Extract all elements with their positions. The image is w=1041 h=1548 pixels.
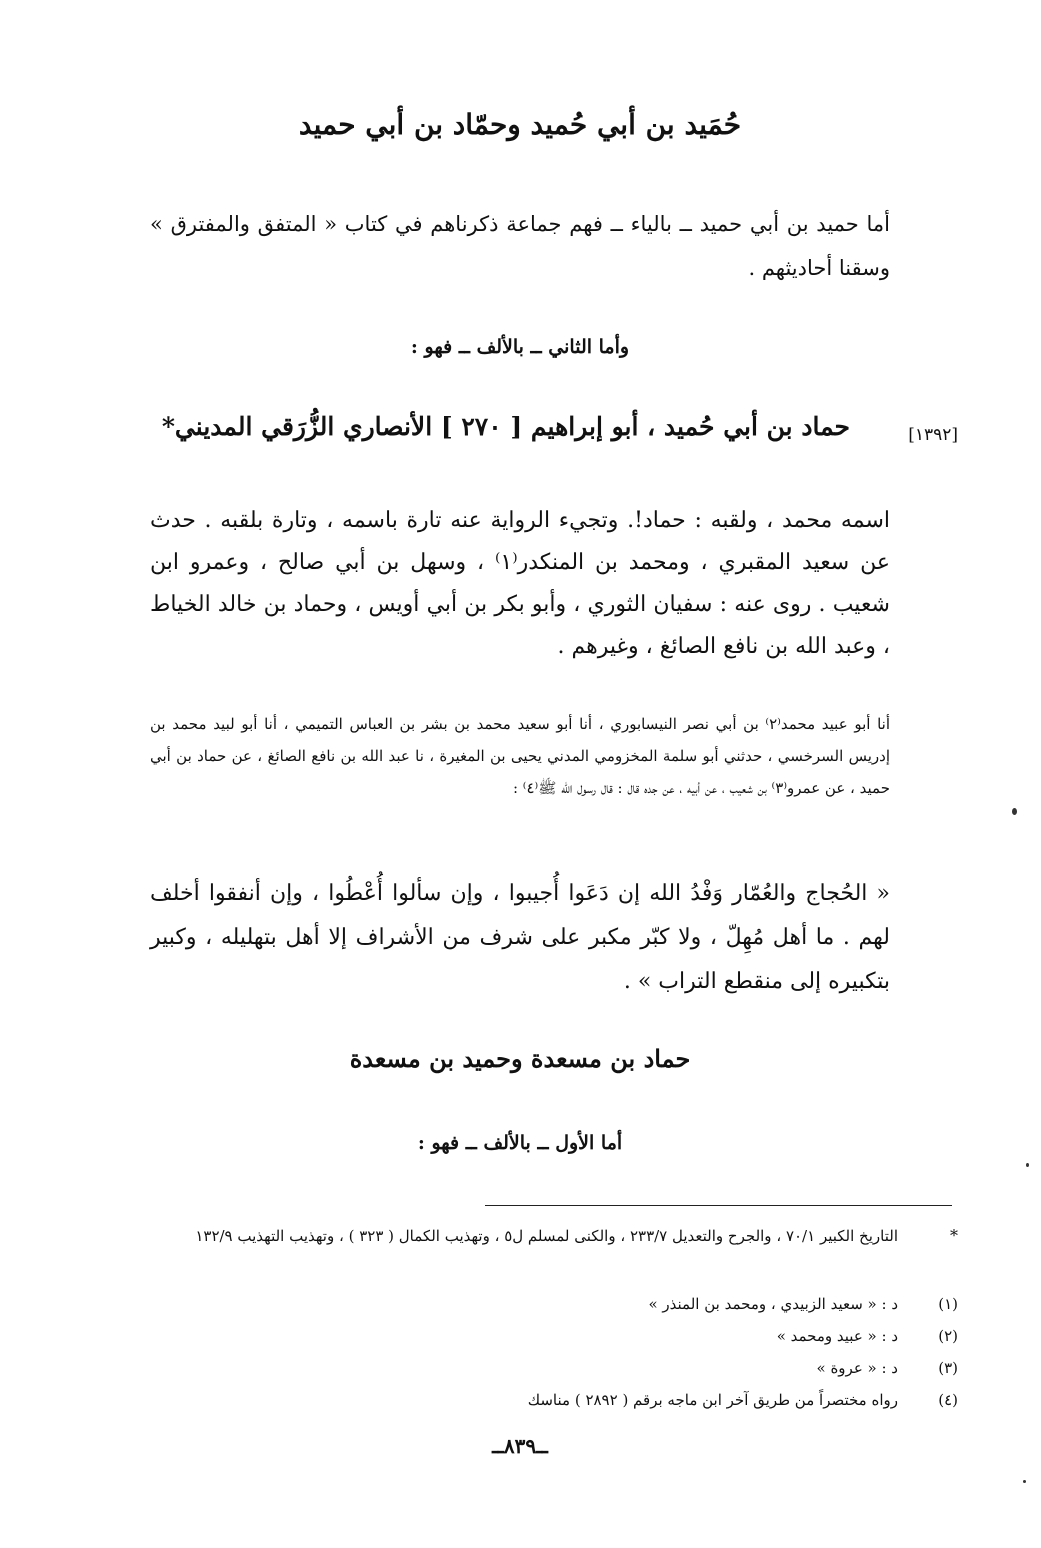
intro-paragraph: أما حميد بن أبي حميد ــ بالياء ــ فهم جماعة ذكرناهم في كتاب « المتفق والمفترق » وسقنا أحاديثهم . <box>150 212 890 280</box>
footnote-number: (٢) <box>938 1327 958 1345</box>
subheading-first: أما الأول ــ بالألف ــ فهو : <box>417 1132 623 1154</box>
footnote-1 <box>150 1290 958 1318</box>
footnote-text: رواه مختصراً من طريق آخر ابن ماجه برقم ( ٢٨٩٢ ) مناسك <box>527 1391 898 1409</box>
footnote-text: د : « سعيد الزبيدي ، ومحمد بن المنذر » <box>648 1295 898 1313</box>
footnote-number: (١) <box>938 1295 958 1313</box>
entry-number: [١٣٩٢] <box>908 425 958 445</box>
footnote-4 <box>150 1386 958 1414</box>
footnote-star-mark: * <box>950 1226 958 1245</box>
hadith-text: « الحُجاج والعُمّار وَفْدُ الله إن دَعَوا أُجيبوا ، وإن سألوا أُعْطُوا ، وإن أنفقوا أخلف لهم . ما أهل مُهِلّ ، ولا كبّر مكبر على شرف من الأشراف إلا أهل بتهليله ، وكبير بتكبيره إلى منقطع التراب » . <box>150 881 890 994</box>
footnote-number: (٤) <box>938 1391 958 1409</box>
scan-speck <box>1023 1480 1026 1483</box>
isnad-paragraph: أنا أبو عبيد محمد⁽٢⁾ بن أبي نصر النيسابوري ، أنا أبو سعيد محمد بن بشر بن العباس التميمي ، أنا أبو لبيد محمد بن إدريس السرخسي ، حدثني أبو سلمة المخزومي المدني يحيى بن المغيرة ، نا عبد الله بن نافع الصائغ ، عن حماد بن أبي حميد ، عن عمرو⁽٣⁾ بن شعيب ، عن أبيه ، عن جده قال : قال رسول الله ﷺ⁽٤⁾ : <box>150 715 890 797</box>
footnote-divider <box>485 1205 952 1206</box>
footnote-text: د : « عبيد ومحمد » <box>776 1327 898 1345</box>
footnote-star <box>150 1222 958 1250</box>
footnote-2 <box>150 1322 958 1350</box>
entry-title: حماد بن أبي حُميد ، أبو إبراهيم [ ٢٧٠ ] الأنصاري الزُّرَقي المديني* <box>161 412 850 441</box>
footnote-text: د : « عروة » <box>816 1359 898 1377</box>
scan-speck <box>1026 1163 1029 1167</box>
subheading-second: وأما الثاني ــ بالألف ــ فهو : <box>410 336 630 358</box>
biography-paragraph: اسمه محمد ، ولقبه : حماد!. وتجيء الرواية عنه تارة باسمه ، وتارة بلقبه . حدث عن سعيد المقبري ، ومحمد بن المنكدر⁽١⁾ ، وسهل بن أبي صالح ، وعمرو ابن شعيب . روى عنه : سفيان الثوري ، وأبو بكر بن أبي أويس ، وحماد بن خالد الخياط ، وعبد الله بن نافع الصائغ ، وغيرهم . <box>150 508 890 659</box>
footnote-3 <box>150 1354 958 1382</box>
footnote-number: (٣) <box>938 1359 958 1377</box>
scan-speck <box>1012 808 1017 815</box>
page-number: ــ٨٣٩ــ <box>492 1434 548 1458</box>
footnote-star-text: التاريخ الكبير ٧٠/١ ، والجرح والتعديل ٢٣٣/٧ ، والكنى لمسلم ل٥ ، وتهذيب الكمال ( ٣٢٣ ) ، وتهذيب التهذيب ١٣٢/٩ <box>195 1227 898 1245</box>
section-heading-2: حماد بن مسعدة وحميد بن مسعدة <box>349 1044 691 1073</box>
chapter-heading: حُمَيد بن أبي حُميد وحمّاد بن أبي حميد <box>298 108 742 141</box>
